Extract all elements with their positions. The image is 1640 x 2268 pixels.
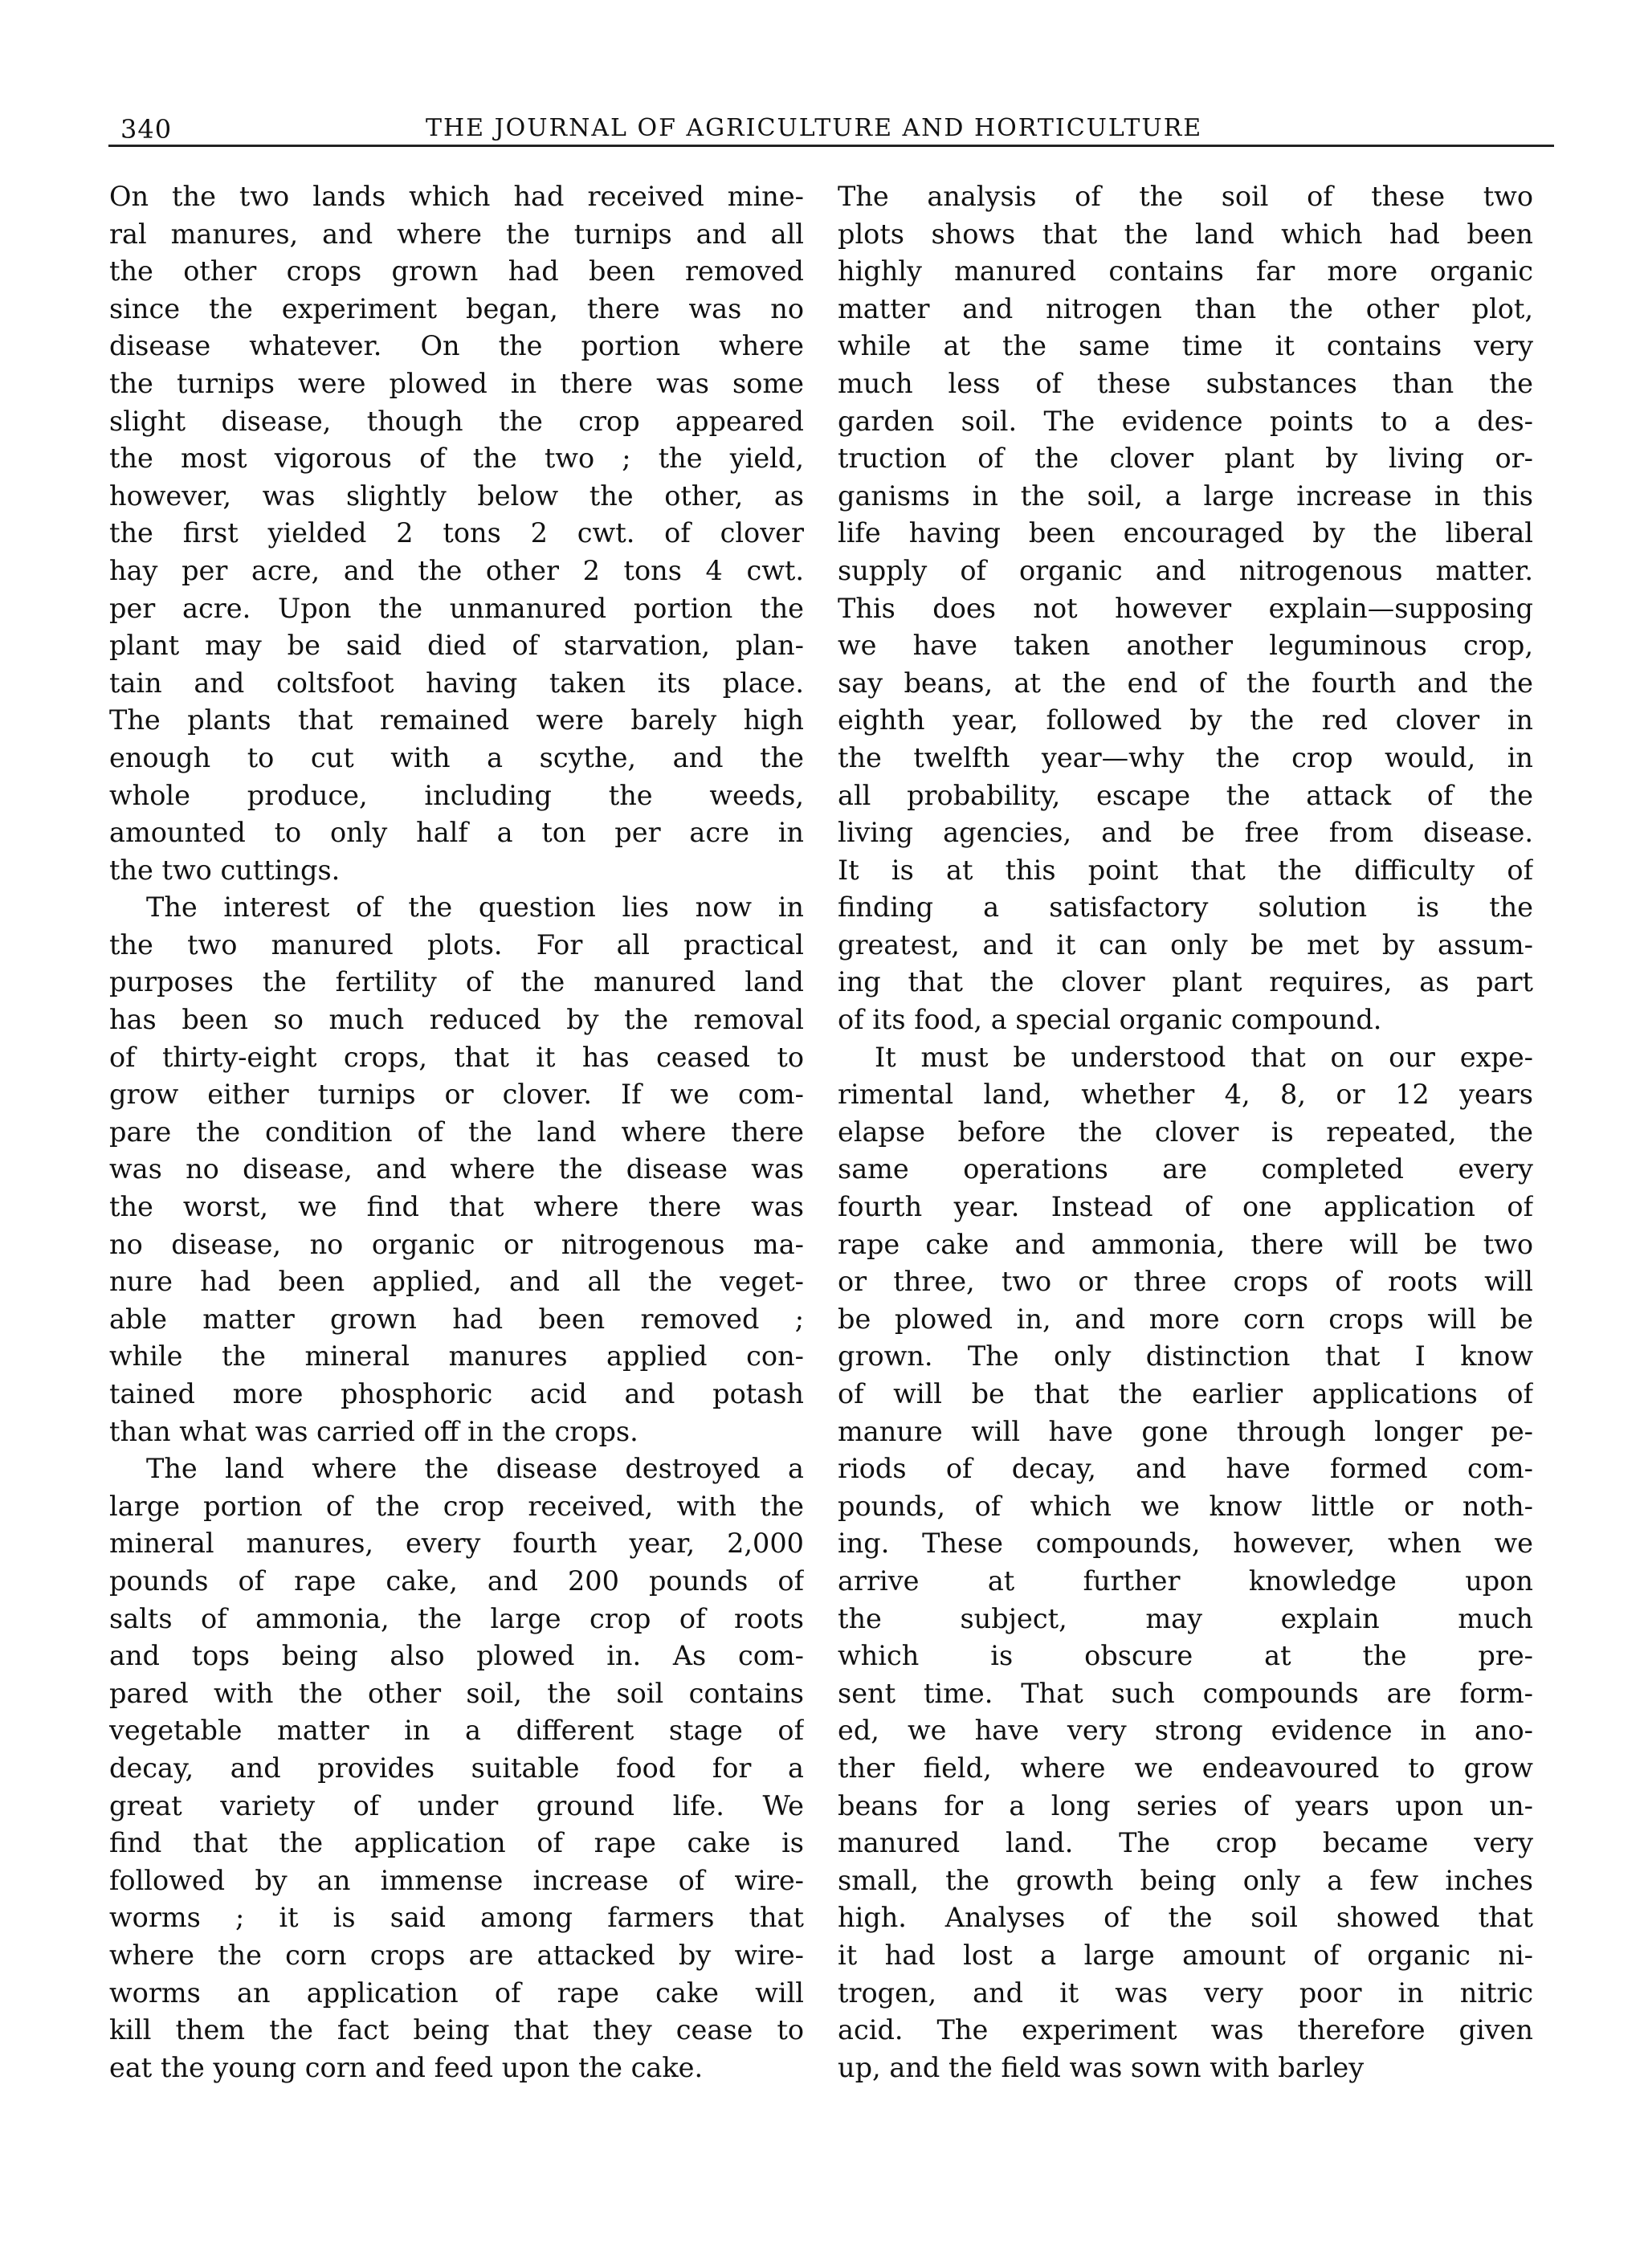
text-line: disease whatever. On the portion where	[109, 330, 804, 362]
text-line: trogen, and it was very poor in nitric	[838, 1976, 1533, 2009]
text-line: purposes the fertility of the manured land	[109, 966, 804, 998]
text-line: eighth year, followed by the red clover in	[838, 704, 1533, 736]
text-line: of its food, a special organic compound.	[838, 1004, 1382, 1036]
text-line: The plants that remained were barely high	[109, 704, 804, 736]
text-line: It must be understood that on our expe-	[875, 1041, 1533, 1073]
text-line: grow either turnips or clover. If we com-	[109, 1079, 804, 1111]
text-line: the two manured plots. For all practical	[109, 928, 804, 961]
text-line: ther field, where we endeavoured to grow	[838, 1752, 1533, 1784]
text-line: worms ; it is said among farmers that	[109, 1902, 804, 1934]
text-line: arrive at further knowledge upon	[838, 1564, 1533, 1597]
text-line: it had lost a large amount of organic ni-	[838, 1939, 1533, 1971]
text-line: much less of these substances than the	[838, 367, 1533, 399]
text-line: was no disease, and where the disease was	[109, 1153, 804, 1185]
text-line: On the two lands which had received mine-	[109, 181, 804, 212]
text-line: worms an application of rape cake will	[109, 1976, 804, 2009]
text-line: large portion of the crop received, with the	[109, 1490, 804, 1522]
text-line: sent time. That such compounds are form-	[838, 1677, 1533, 1709]
text-line: ing that the clover plant requires, as part	[838, 966, 1533, 998]
text-line: whole produce, including the weeds,	[109, 779, 804, 811]
text-line: The land where the disease destroyed a	[146, 1453, 804, 1485]
text-line: all probability, escape the attack of the	[838, 779, 1533, 811]
running-header	[120, 114, 1550, 146]
text-line: while the mineral manures applied con-	[109, 1340, 804, 1373]
text-line: manure will have gone through longer pe-	[838, 1415, 1533, 1447]
text-line: the other crops grown had been removed	[109, 255, 804, 288]
text-line: manured land. The crop became very	[838, 1827, 1533, 1859]
text-line: no disease, no organic or nitrogenous ma-	[109, 1228, 804, 1260]
text-line: supply of organic and nitrogenous matter.	[838, 554, 1533, 586]
text-line: the first yielded 2 tons 2 cwt. of clover	[109, 517, 804, 549]
page-number: 340	[120, 114, 173, 145]
text-line: mineral manures, every fourth year, 2,000	[109, 1528, 804, 1560]
text-line: slight disease, though the crop appeared	[109, 405, 804, 437]
text-line: truction of the clover plant by living or-	[838, 443, 1533, 475]
text-line: same operations are completed every	[838, 1153, 1533, 1185]
text-line: nure had been applied, and all the veget-	[109, 1266, 804, 1298]
text-line: acid. The experiment was therefore given	[838, 2014, 1533, 2046]
text-line: high. Analyses of the soil showed that	[838, 1902, 1533, 1934]
text-line: It is at this point that the difficulty of	[838, 854, 1533, 886]
text-line: pare the condition of the land where there	[109, 1116, 804, 1148]
text-line: ing. These compounds, however, when we	[838, 1528, 1533, 1560]
text-line: and tops being also plowed in. As com-	[109, 1640, 804, 1672]
header-rule	[108, 145, 1554, 147]
text-line: has been so much reduced by the removal	[109, 1004, 804, 1036]
text-line: finding a satisfactory solution is the	[838, 891, 1533, 924]
text-line: enough to cut with a scythe, and the	[109, 741, 804, 773]
text-line: great variety of under ground life. We	[109, 1789, 804, 1821]
text-line: ganisms in the soil, a large increase in this	[838, 479, 1533, 512]
text-line: decay, and provides suitable food for a	[109, 1752, 804, 1784]
left-column	[109, 178, 804, 2086]
text-line: while at the same time it contains very	[838, 330, 1533, 362]
text-line: of will be that the earlier applications of	[838, 1378, 1533, 1409]
text-line: say beans, at the end of the fourth and the	[838, 667, 1533, 699]
text-line: we have taken another leguminous crop,	[838, 630, 1533, 662]
text-line: The interest of the question lies now in	[146, 891, 804, 924]
text-line: plant may be said died of starvation, plan-	[109, 630, 804, 662]
text-line: where the corn crops are attacked by wire-	[109, 1939, 804, 1971]
text-line: the turnips were plowed in there was some	[109, 367, 804, 399]
text-line: find that the application of rape cake is	[109, 1827, 804, 1859]
text-line: This does not however explain—supposing	[838, 592, 1533, 624]
text-line: the worst, we find that where there was	[109, 1191, 804, 1223]
text-line: matter and nitrogen than the other plot,	[838, 292, 1533, 324]
text-line: plots shows that the land which had been	[838, 218, 1533, 250]
text-line: ed, we have very strong evidence in ano-	[838, 1715, 1533, 1747]
text-line: followed by an immense increase of wire-	[109, 1864, 804, 1896]
text-line: of thirty-eight crops, that it has ceased to	[109, 1041, 804, 1073]
right-column	[838, 178, 1533, 2086]
text-line: rape cake and ammonia, there will be two	[838, 1228, 1533, 1260]
text-line: the two cuttings.	[109, 854, 341, 886]
text-line: the most vigorous of the two ; the yield,	[109, 443, 804, 475]
text-line: living agencies, and be free from disease.	[838, 817, 1533, 849]
text-line: pared with the other soil, the soil contains	[109, 1677, 804, 1709]
text-line: beans for a long series of years upon un-	[838, 1789, 1533, 1821]
text-line: life having been encouraged by the liberal	[838, 517, 1533, 549]
text-line: the subject, may explain much	[838, 1602, 1533, 1634]
text-line: rimental land, whether 4, 8, or 12 years	[838, 1079, 1533, 1111]
text-line: per acre. Upon the unmanured portion the	[109, 592, 804, 624]
text-line: or three, two or three crops of roots will	[838, 1266, 1533, 1298]
text-line: than what was carried off in the crops.	[109, 1415, 638, 1447]
text-line: vegetable matter in a different stage of	[109, 1715, 804, 1747]
text-line: however, was slightly below the other, as	[109, 479, 804, 512]
text-line: which is obscure at the pre-	[838, 1640, 1533, 1672]
text-line: tain and coltsfoot having taken its place.	[109, 667, 804, 699]
text-line: garden soil. The evidence points to a des-	[838, 405, 1533, 437]
text-line: be plowed in, and more corn crops will be	[838, 1303, 1533, 1335]
text-line: amounted to only half a ton per acre in	[109, 817, 804, 849]
text-line: pounds of rape cake, and 200 pounds of	[109, 1564, 804, 1597]
text-line: hay per acre, and the other 2 tons 4 cwt.	[109, 554, 804, 586]
text-line: pounds, of which we know little or noth-	[838, 1490, 1533, 1522]
text-line: salts of ammonia, the large crop of roots	[109, 1602, 804, 1634]
text-line: The analysis of the soil of these two	[838, 181, 1533, 212]
text-line: greatest, and it can only be met by assum-	[838, 928, 1533, 961]
text-line: the twelfth year—why the crop would, in	[838, 741, 1533, 773]
text-line: fourth year. Instead of one application of	[838, 1191, 1533, 1223]
journal-title: THE JOURNAL OF AGRICULTURE AND HORTICULTURE	[426, 114, 1203, 142]
text-line: up, and the field was sown with barley	[838, 2051, 1365, 2083]
text-line: eat the young corn and feed upon the cake.	[109, 2051, 704, 2083]
text-line: ral manures, and where the turnips and all	[109, 218, 804, 250]
text-line: riods of decay, and have formed com-	[838, 1453, 1533, 1485]
text-line: kill them the fact being that they cease to	[109, 2014, 804, 2046]
text-line: since the experiment began, there was no	[109, 292, 804, 324]
text-line: small, the growth being only a few inches	[838, 1864, 1533, 1896]
text-line: highly manured contains far more organic	[838, 255, 1533, 288]
text-line: grown. The only distinction that I know	[838, 1340, 1533, 1373]
text-line: elapse before the clover is repeated, the	[838, 1116, 1533, 1148]
text-line: tained more phosphoric acid and potash	[109, 1378, 804, 1409]
text-line: able matter grown had been removed ;	[109, 1303, 804, 1335]
